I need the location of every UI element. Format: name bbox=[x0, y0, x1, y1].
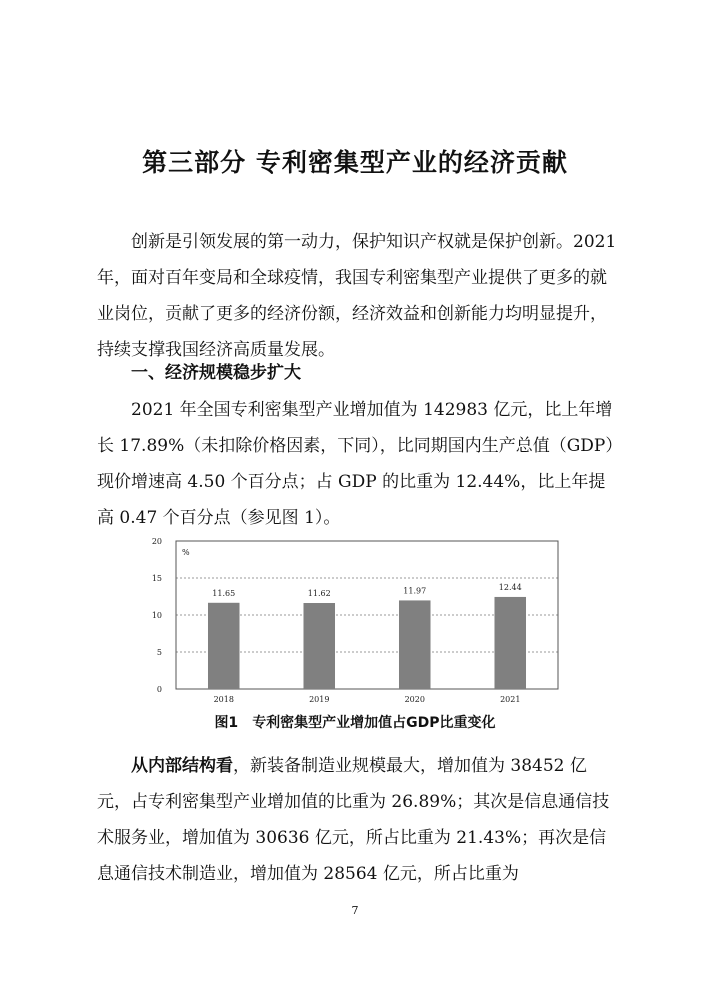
paragraph-scale-text: 2021 年全国专利密集型产业增加值为 142983 亿元，比上年增长 17.89%（未扣除价格因素，下同），比同期国内生产总值（GDP）现价增速高 4.50 个百分点；占 GDP 的比重为 12.44%，比上年提高 0.47 个百分点（参见图 1）。 bbox=[97, 400, 614, 528]
figure-number: 图1 bbox=[214, 715, 239, 731]
y-tick-label: 5 bbox=[156, 648, 162, 657]
page-number: 7 bbox=[351, 904, 359, 917]
paragraph-intro bbox=[97, 224, 617, 368]
data-label: 12.44 bbox=[498, 582, 522, 592]
bar bbox=[494, 597, 526, 689]
figure-caption-text: 专利密集型产业增加值占GDP比重变化 bbox=[252, 715, 496, 731]
paragraph-structure bbox=[97, 748, 617, 892]
y-tick-label: 10 bbox=[151, 611, 162, 620]
bar-chart bbox=[140, 533, 560, 708]
x-tick-label: 2019 bbox=[309, 695, 330, 704]
data-label: 11.97 bbox=[403, 586, 427, 596]
x-tick-label: 2020 bbox=[404, 695, 425, 704]
paragraph-intro-text: 创新是引领发展的第一动力，保护知识产权就是保护创新。2021年，面对百年变局和全球疫情，我国专利密集型产业提供了更多的就业岗位，贡献了更多的经济份额，经济效益和创新能力均明显提升，持续支撑我国经济高质量发展。 bbox=[97, 232, 617, 360]
data-label: 11.62 bbox=[307, 589, 331, 599]
y-tick-label: 0 bbox=[156, 685, 162, 694]
paragraph-structure-lead: 从内部结构看 bbox=[131, 756, 233, 776]
section-heading: 一、经济规模稳步扩大 bbox=[131, 363, 301, 383]
x-tick-label: 2018 bbox=[213, 695, 234, 704]
paragraph-structure-text: ，新装备制造业规模最大，增加值为 38452 亿元，占专利密集型产业增加值的比重为 26.89%；其次是信息通信技术服务业，增加值为 30636 亿元，所占比重为 21.43%；再次是信息通信技术制造业，增加值为 28564 亿元，所占比重为 bbox=[97, 756, 610, 884]
y-tick-label: 20 bbox=[151, 537, 162, 546]
x-tick-label: 2021 bbox=[500, 695, 521, 704]
bar bbox=[208, 603, 240, 689]
data-label: 11.65 bbox=[212, 588, 236, 598]
page-title: 第三部分 专利密集型产业的经济贡献 bbox=[142, 148, 568, 177]
bar bbox=[399, 600, 431, 689]
figure-caption bbox=[0, 712, 710, 732]
paragraph-scale bbox=[97, 392, 617, 536]
y-tick-label: 15 bbox=[151, 574, 162, 583]
y-axis-unit: % bbox=[182, 548, 190, 557]
bar bbox=[303, 603, 335, 689]
